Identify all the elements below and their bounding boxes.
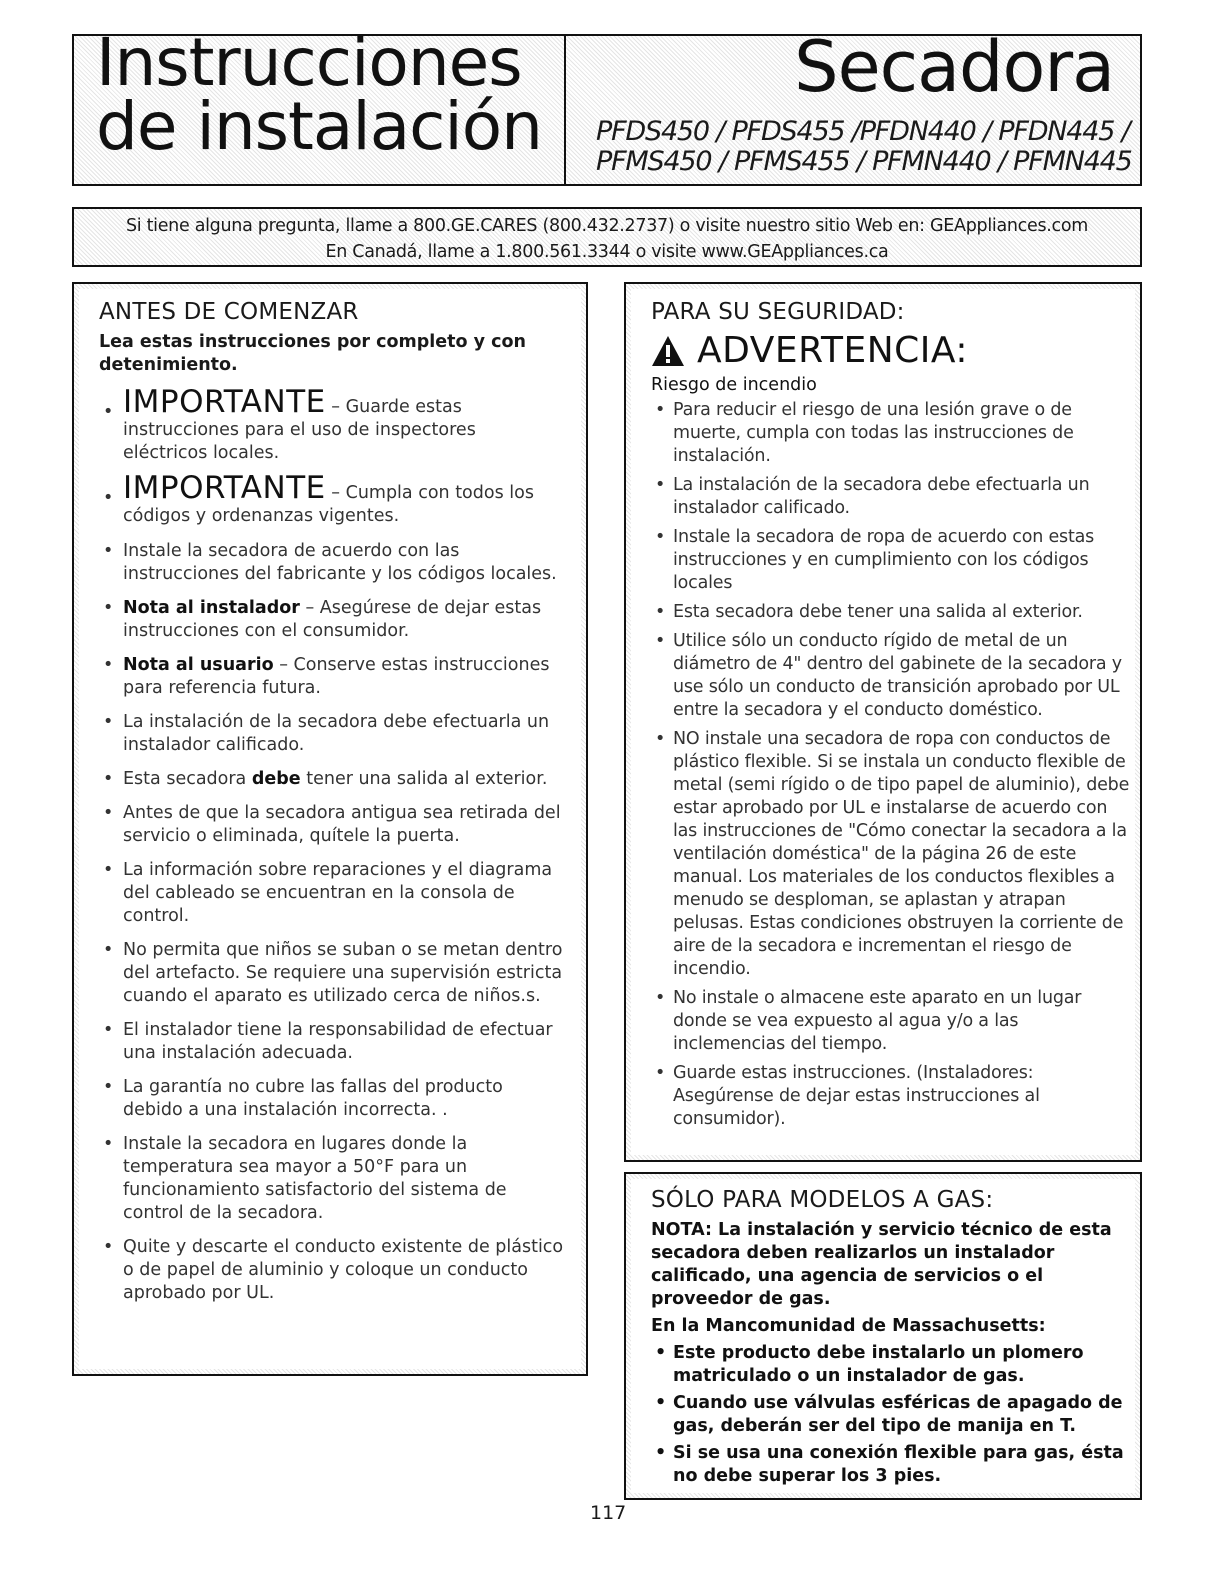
list-item: • Esta secadora debe tener una salida al exterior. [651,601,1135,624]
list-item: • La instalación de la secadora debe efectuarla un instalador calificado. [651,474,1135,520]
note-text: – Asegúrese de dejar estas instrucciones con el consumidor. [123,598,542,641]
emphasis: debe [251,769,301,789]
contact-line-canada: En Canadá, llame a 1.800.561.3344 o visite www.GEAppliances.ca [325,242,889,262]
gas-list [651,1342,1135,1488]
section-heading: PARA SU SEGURIDAD: [651,299,905,325]
contact-banner [72,207,1142,267]
before-you-begin-section [72,282,588,1376]
list-item: • No permita que niños se suban o se metan dentro del artefacto. Se requiere una supervisión estricta cuando el aparato es utilizado cerca de niños.s. [99,939,565,1008]
product-title-box [564,26,1142,186]
list-item: • Cuando use válvulas esféricas de apagado de gas, deberán ser del tipo de manija en T. [651,1392,1135,1438]
page-number: 117 [590,1502,627,1524]
note-label: Nota al usuario [123,655,274,675]
model-numbers-line2: PFMS450 / PFMS455 / PFMN440 / PFMN445 [596,146,1132,177]
list-item: • Instale la secadora de ropa de acuerdo con estas instrucciones y en cumplimiento con los códigos locales [651,526,1135,595]
document-title-line2: de instalación [96,88,542,165]
list-item: • Quite y descarte el conducto existente de plástico o de papel de aluminio y coloque un conducto aprobado por UL. [99,1236,565,1305]
before-you-begin-content [79,289,581,1369]
list-item: • Antes de que la secadora antigua sea retirada del servicio o eliminada, quítele la puerta. [99,802,565,848]
gas-models-content [631,1179,1135,1493]
list-item: • NO instale una secadora de ropa con conductos de plástico flexible. Si se instala un conducto flexible de metal (semi rígido o de tipo papel de aluminio), debe estar aprobado por UL e instalarse de acuerdo con las instrucciones de "Cómo conectar la secadora a la ventilación doméstica" de la página 26 de este manual. Los materiales de los conductos flexibles a menudo se desploman, se aplastan y atrapan pelusas. Estas condiciones obstruyen la corriente de aire de la secadora e incrementan el riesgo de incendio. [651,728,1135,981]
gas-note: NOTA: La instalación y servicio técnico de esta secadora deben realizarlos un instalador calificado, una agencia de servicios o el proveedor de gas. [651,1220,1112,1309]
warning-row [651,331,1135,371]
list-item: • Guarde estas instrucciones. (Instaladores: Asegúrense de dejar estas instrucciones al consumidor). [651,1062,1135,1131]
product-title: Secadora [794,26,1114,108]
safety-list [651,399,1135,1131]
list-item [99,597,565,643]
important-text: – Cumpla con todos los códigos y ordenanzas vigentes. [123,483,534,526]
safety-section [624,282,1142,1162]
text-segment: tener una salida al exterior. [300,769,548,789]
document-title-box [72,24,566,186]
list-item: • La garantía no cubre las fallas del producto debido a una instalación incorrecta. . [99,1076,565,1122]
list-item [99,384,565,465]
list-item: • Instale la secadora de acuerdo con las instrucciones del fabricante y los códigos locales. [99,540,565,586]
note-text: – Conserve estas instrucciones para referencia futura. [123,655,550,698]
section-heading: ANTES DE COMENZAR [99,299,359,325]
note-label: Nota al instalador [123,598,300,618]
list-item: • Utilice sólo un conducto rígido de metal de un diámetro de 4" dentro del gabinete de la secadora y use sólo un conducto de transición aprobado por UL entre la secadora y el conducto doméstico. [651,630,1135,722]
important-text: – Guarde estas instrucciones para el uso de inspectores eléctricos locales. [123,397,476,463]
text-segment: Esta secadora [123,769,252,789]
list-item: • La instalación de la secadora debe efectuarla un instalador calificado. [99,711,565,757]
model-numbers-line1: PFDS450 / PFDS455 /PFDN440 / PFDN445 / [596,116,1130,147]
massachusetts-heading: En la Mancomunidad de Massachusetts: [651,1316,1046,1336]
list-item: • No instale o almacene este aparato en un lugar donde se vea expuesto al agua y/o a las inclemencias del tiempo. [651,987,1135,1056]
before-list [99,384,565,1305]
risk-label: Riesgo de incendio [651,375,817,395]
list-item: • Para reducir el riesgo de una lesión grave o de muerte, cumpla con todas las instrucciones de instalación. [651,399,1135,468]
lead-text: Lea estas instrucciones por completo y con detenimiento. [99,332,526,375]
list-item [99,768,565,791]
warning-triangle-icon [651,335,685,367]
section-heading: SÓLO PARA MODELOS A GAS: [651,1187,994,1213]
important-label: IMPORTANTE [123,470,326,506]
list-item: • Este producto debe instalarlo un plomero matriculado o un instalador de gas. [651,1342,1135,1388]
contact-line-us: Si tiene alguna pregunta, llame a 800.GE.CARES (800.432.2737) o visite nuestro sitio Web en: GEAppliances.com [125,216,1089,236]
list-item: • Si se usa una conexión flexible para gas, ésta no debe superar los 3 pies. [651,1442,1135,1488]
list-item [99,654,565,700]
warning-label: ADVERTENCIA: [697,330,969,371]
list-item: • La información sobre reparaciones y el diagrama del cableado se encuentran en la consola de control. [99,859,565,928]
document-title-line1: Instrucciones [96,24,522,101]
important-label: IMPORTANTE [123,384,326,420]
gas-models-section [624,1172,1142,1500]
list-item [99,470,565,528]
list-item: • El instalador tiene la responsabilidad de efectuar una instalación adecuada. [99,1019,565,1065]
safety-content [631,289,1135,1155]
list-item: • Instale la secadora en lugares donde la temperatura sea mayor a 50°F para un funcionamiento satisfactorio del sistema de control de la secadora. [99,1133,565,1225]
